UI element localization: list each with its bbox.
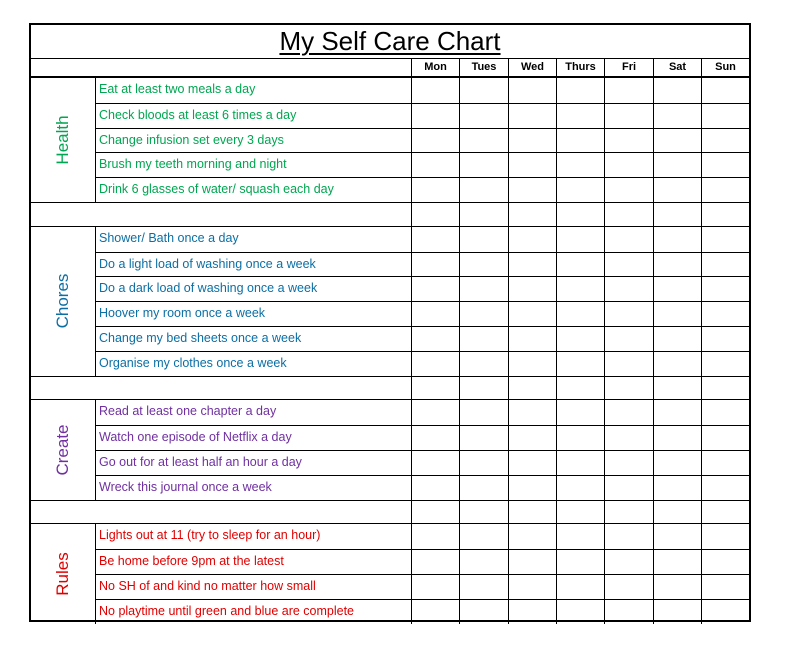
spacer-divider [701, 501, 702, 524]
check-cell-mon[interactable] [411, 227, 459, 252]
check-cell-sun[interactable] [701, 302, 749, 326]
check-cell-tues[interactable] [459, 476, 508, 500]
chart-title: My Self Care Chart [279, 26, 501, 56]
task-row [96, 227, 749, 252]
check-cell-mon[interactable] [411, 550, 459, 574]
spacer-divider [701, 377, 702, 400]
task-label: Watch one episode of Netflix a day [99, 430, 292, 445]
spacer-divider [604, 501, 605, 524]
check-cell-wed[interactable] [508, 524, 556, 549]
check-cell-mon[interactable] [411, 600, 459, 624]
task-row [96, 276, 749, 301]
check-cell-fri[interactable] [604, 400, 653, 425]
check-cell-sat[interactable] [653, 400, 701, 425]
day-header-wed: Wed [508, 58, 556, 76]
section-label-chores [31, 227, 96, 376]
check-cell-thurs[interactable] [556, 104, 604, 128]
check-cell-sun[interactable] [701, 327, 749, 351]
task-row [96, 524, 749, 549]
check-cell-mon[interactable] [411, 104, 459, 128]
day-header-sun: Sun [701, 58, 749, 76]
check-cell-fri[interactable] [604, 227, 653, 252]
check-cell-mon[interactable] [411, 400, 459, 425]
check-cell-sun[interactable] [701, 78, 749, 103]
task-row [96, 400, 749, 425]
check-cell-thurs[interactable] [556, 400, 604, 425]
check-cell-sat[interactable] [653, 600, 701, 624]
check-cell-thurs[interactable] [556, 277, 604, 301]
check-cell-mon[interactable] [411, 253, 459, 277]
spacer-divider [604, 377, 605, 400]
check-cell-fri[interactable] [604, 302, 653, 326]
check-cell-sat[interactable] [653, 277, 701, 301]
check-cell-mon[interactable] [411, 327, 459, 351]
check-cell-wed[interactable] [508, 352, 556, 376]
task-label: Check bloods at least 6 times a day [99, 107, 297, 122]
section-spacer [31, 202, 749, 227]
check-cell-wed[interactable] [508, 178, 556, 202]
check-cell-fri[interactable] [604, 78, 653, 103]
check-cell-wed[interactable] [508, 575, 556, 599]
check-cell-sat[interactable] [653, 302, 701, 326]
check-cell-sun[interactable] [701, 277, 749, 301]
task-label: Do a light load of washing once a week [99, 256, 316, 271]
check-cell-fri[interactable] [604, 476, 653, 500]
spacer-divider [459, 501, 460, 524]
check-cell-mon[interactable] [411, 277, 459, 301]
check-cell-thurs[interactable] [556, 129, 604, 153]
check-cell-wed[interactable] [508, 600, 556, 624]
chart-title-row [31, 25, 749, 59]
task-row [96, 549, 749, 574]
check-cell-thurs[interactable] [556, 302, 604, 326]
section-title: Rules [53, 552, 72, 596]
check-cell-wed[interactable] [508, 476, 556, 500]
check-cell-wed[interactable] [508, 129, 556, 153]
check-cell-wed[interactable] [508, 426, 556, 450]
spacer-divider [411, 377, 412, 400]
check-cell-tues[interactable] [459, 178, 508, 202]
check-cell-fri[interactable] [604, 153, 653, 177]
check-cell-thurs[interactable] [556, 451, 604, 475]
task-row [96, 252, 749, 277]
spacer-divider [411, 203, 412, 226]
task-row [96, 177, 749, 202]
check-cell-tues[interactable] [459, 302, 508, 326]
day-header-tues: Tues [459, 58, 508, 76]
task-label: No playtime until green and blue are complete [99, 603, 355, 618]
check-cell-sun[interactable] [701, 129, 749, 153]
check-cell-sun[interactable] [701, 600, 749, 624]
check-cell-tues[interactable] [459, 327, 508, 351]
spacer-divider [508, 203, 509, 226]
check-cell-thurs[interactable] [556, 600, 604, 624]
spacer-divider [653, 377, 654, 400]
check-cell-sat[interactable] [653, 104, 701, 128]
check-cell-wed[interactable] [508, 78, 556, 103]
check-cell-tues[interactable] [459, 352, 508, 376]
day-header-thurs: Thurs [556, 58, 604, 76]
check-cell-sat[interactable] [653, 575, 701, 599]
task-label: Change infusion set every 3 days [99, 132, 284, 147]
section-label-health [31, 78, 96, 202]
task-label: Drink 6 glasses of water/ squash each day [99, 182, 334, 197]
spacer-divider [653, 501, 654, 524]
task-row [96, 78, 749, 103]
task-label: Shower/ Bath once a day [99, 230, 239, 245]
check-cell-sun[interactable] [701, 178, 749, 202]
check-cell-mon[interactable] [411, 352, 459, 376]
check-cell-sun[interactable] [701, 524, 749, 549]
task-label: Go out for at least half an hour a day [99, 455, 302, 469]
check-cell-tues[interactable] [459, 78, 508, 103]
check-cell-fri[interactable] [604, 104, 653, 128]
check-cell-sat[interactable] [653, 153, 701, 177]
header-divider [411, 58, 412, 76]
spacer-divider [411, 501, 412, 524]
check-cell-wed[interactable] [508, 277, 556, 301]
section-label-rules [31, 524, 96, 623]
check-cell-wed[interactable] [508, 104, 556, 128]
task-label: No SH of and kind no matter how small [99, 579, 316, 593]
check-cell-tues[interactable] [459, 104, 508, 128]
day-header-sat: Sat [653, 58, 701, 76]
check-cell-sun[interactable] [701, 575, 749, 599]
spacer-divider [556, 377, 557, 400]
task-row [96, 574, 749, 599]
check-cell-sat[interactable] [653, 178, 701, 202]
check-cell-mon[interactable] [411, 178, 459, 202]
spacer-divider [556, 203, 557, 226]
check-cell-tues[interactable] [459, 550, 508, 574]
spacer-divider [701, 203, 702, 226]
check-cell-fri[interactable] [604, 253, 653, 277]
check-cell-sun[interactable] [701, 153, 749, 177]
check-cell-thurs[interactable] [556, 352, 604, 376]
check-cell-thurs[interactable] [556, 227, 604, 252]
day-header-fri: Fri [604, 58, 653, 76]
check-cell-tues[interactable] [459, 253, 508, 277]
check-cell-fri[interactable] [604, 426, 653, 450]
check-cell-tues[interactable] [459, 129, 508, 153]
check-cell-mon[interactable] [411, 78, 459, 103]
check-cell-mon[interactable] [411, 575, 459, 599]
check-cell-wed[interactable] [508, 253, 556, 277]
check-cell-sun[interactable] [701, 104, 749, 128]
day-header-mon: Mon [411, 58, 459, 76]
section-label-create [31, 400, 96, 499]
check-cell-sat[interactable] [653, 327, 701, 351]
check-cell-sat[interactable] [653, 550, 701, 574]
task-label: Change my bed sheets once a week [99, 331, 302, 345]
check-cell-sun[interactable] [701, 476, 749, 500]
check-cell-thurs[interactable] [556, 327, 604, 351]
check-cell-wed[interactable] [508, 227, 556, 252]
check-cell-wed[interactable] [508, 327, 556, 351]
spacer-divider [556, 501, 557, 524]
task-row [96, 103, 749, 128]
task-row [96, 425, 749, 450]
task-row [96, 326, 749, 351]
check-cell-sun[interactable] [701, 451, 749, 475]
check-cell-wed[interactable] [508, 451, 556, 475]
check-cell-fri[interactable] [604, 600, 653, 624]
spacer-divider [653, 203, 654, 226]
check-cell-mon[interactable] [411, 153, 459, 177]
section-spacer [31, 500, 749, 525]
spacer-divider [459, 377, 460, 400]
check-cell-sun[interactable] [701, 426, 749, 450]
check-cell-mon[interactable] [411, 524, 459, 549]
task-label: Hoover my room once a week [99, 306, 266, 321]
task-label: Wreck this journal once a week [99, 479, 272, 494]
check-cell-mon[interactable] [411, 426, 459, 450]
check-cell-thurs[interactable] [556, 476, 604, 500]
check-cell-wed[interactable] [508, 153, 556, 177]
check-cell-sun[interactable] [701, 550, 749, 574]
check-cell-wed[interactable] [508, 400, 556, 425]
check-cell-thurs[interactable] [556, 253, 604, 277]
task-row [96, 301, 749, 326]
check-cell-thurs[interactable] [556, 178, 604, 202]
check-cell-tues[interactable] [459, 227, 508, 252]
check-cell-mon[interactable] [411, 302, 459, 326]
check-cell-sun[interactable] [701, 253, 749, 277]
check-cell-fri[interactable] [604, 451, 653, 475]
task-label: Be home before 9pm at the latest [99, 554, 284, 569]
check-cell-sat[interactable] [653, 253, 701, 277]
spacer-divider [508, 377, 509, 400]
spacer-divider [459, 203, 460, 226]
check-cell-sat[interactable] [653, 352, 701, 376]
check-cell-tues[interactable] [459, 426, 508, 450]
task-row [96, 599, 749, 624]
task-row [96, 475, 749, 500]
check-cell-mon[interactable] [411, 476, 459, 500]
section-spacer [31, 376, 749, 401]
check-cell-sat[interactable] [653, 227, 701, 252]
section-title: Chores [53, 273, 72, 329]
task-label: Organise my clothes once a week [99, 355, 287, 370]
check-cell-tues[interactable] [459, 524, 508, 549]
check-cell-sat[interactable] [653, 426, 701, 450]
check-cell-tues[interactable] [459, 400, 508, 425]
task-label: Eat at least two meals a day [99, 82, 256, 96]
check-cell-tues[interactable] [459, 451, 508, 475]
task-label: Read at least one chapter a day [99, 404, 277, 419]
task-label: Lights out at 11 (try to sleep for an hour) [99, 528, 321, 543]
check-cell-fri[interactable] [604, 129, 653, 153]
check-cell-thurs[interactable] [556, 524, 604, 549]
check-cell-mon[interactable] [411, 129, 459, 153]
task-label: Do a dark load of washing once a week [99, 281, 318, 296]
day-header-row [31, 58, 749, 78]
check-cell-wed[interactable] [508, 550, 556, 574]
self-care-chart [29, 23, 751, 622]
section-title: Create [53, 424, 72, 476]
check-cell-thurs[interactable] [556, 550, 604, 574]
check-cell-tues[interactable] [459, 153, 508, 177]
check-cell-wed[interactable] [508, 302, 556, 326]
spacer-divider [604, 203, 605, 226]
check-cell-fri[interactable] [604, 550, 653, 574]
check-cell-sat[interactable] [653, 78, 701, 103]
task-row [96, 128, 749, 153]
check-cell-tues[interactable] [459, 277, 508, 301]
check-cell-sun[interactable] [701, 352, 749, 376]
task-row [96, 152, 749, 177]
check-cell-sat[interactable] [653, 476, 701, 500]
task-row [96, 351, 749, 376]
check-cell-sat[interactable] [653, 451, 701, 475]
check-cell-sun[interactable] [701, 227, 749, 252]
check-cell-fri[interactable] [604, 277, 653, 301]
check-cell-tues[interactable] [459, 600, 508, 624]
check-cell-sun[interactable] [701, 400, 749, 425]
check-cell-thurs[interactable] [556, 426, 604, 450]
section-title: Health [53, 115, 72, 165]
check-cell-fri[interactable] [604, 352, 653, 376]
check-cell-thurs[interactable] [556, 78, 604, 103]
check-cell-fri[interactable] [604, 575, 653, 599]
spacer-divider [508, 501, 509, 524]
check-cell-tues[interactable] [459, 575, 508, 599]
check-cell-mon[interactable] [411, 451, 459, 475]
check-cell-thurs[interactable] [556, 575, 604, 599]
task-label: Brush my teeth morning and night [99, 157, 287, 172]
check-cell-fri[interactable] [604, 327, 653, 351]
check-cell-fri[interactable] [604, 178, 653, 202]
check-cell-sat[interactable] [653, 524, 701, 549]
check-cell-thurs[interactable] [556, 153, 604, 177]
task-row [96, 450, 749, 475]
check-cell-sat[interactable] [653, 129, 701, 153]
check-cell-fri[interactable] [604, 524, 653, 549]
